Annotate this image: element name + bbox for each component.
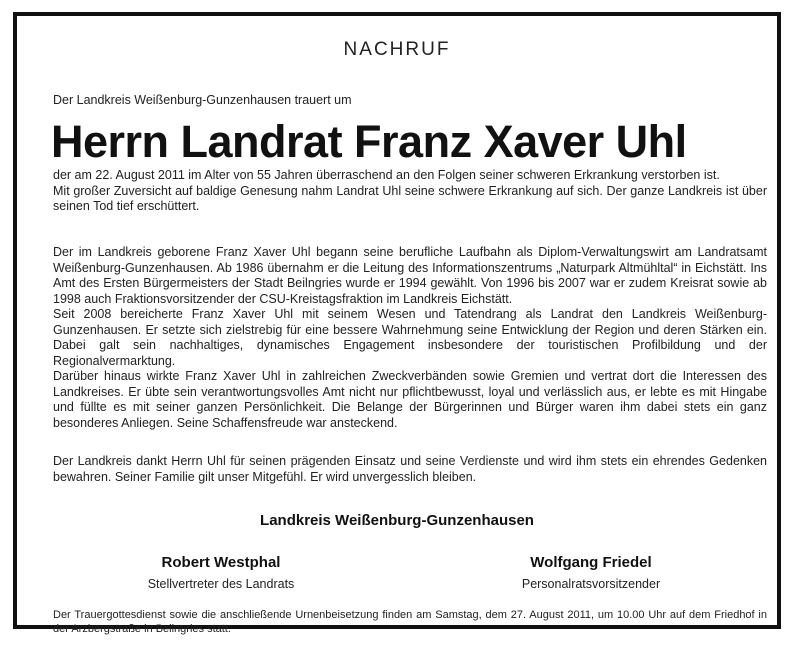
notice-heading: NACHRUF (343, 39, 451, 60)
body-block-3 (53, 454, 767, 485)
body-paragraph: Seit 2008 bereicherte Franz Xaver Uhl mit seinem Wesen und Tatendrang als Landrat den Landkreis Weißenburg-Gunzenhausen. Er setzte sich zielstrebig für eine bessere Wahrnehmung seine Entwicklung der Region und deren Stärken ein. Dabei galt sein nachhaltiges, dynamisches Engagement insbesondere der touristischen Profilbildung und der Regionalvermarktung. (53, 307, 767, 368)
body-paragraph: der am 22. August 2011 im Alter von 55 Jahren überraschend an den Folgen seiner schweren Erkrankung verstorben ist. (53, 168, 720, 182)
signatory-name: Robert Westphal (161, 554, 281, 571)
deceased-name: Herrn Landrat Franz Xaver Uhl (51, 116, 687, 167)
signatory-title: Personalratsvorsitzender (521, 577, 661, 591)
signatory-right (471, 554, 711, 591)
signatory-name: Wolfgang Friedel (530, 554, 652, 571)
body-paragraph: Der Landkreis dankt Herrn Uhl für seinen prägenden Einsatz und seine Verdienste und wird ihm stets ein ehrendes Gedenken bewahren. Seiner Familie gilt unser Mitgefühl. Er wird unvergesslich bleiben. (53, 454, 767, 484)
body-paragraph: Der im Landkreis geborene Franz Xaver Uhl begann seine berufliche Laufbahn als Diplom-Verwaltungswirt am Landratsamt Weißenburg-Gunzenhausen. Ab 1986 übernahm er die Leitung des Informationszentrums „Naturpark Altmühltal“ in Eichstätt. Ins Amt des Ersten Bürgermeisters der Stadt Beilngries wurde er 1994 gewählt. Von 1996 bis 2007 war er zudem Kreisrat sowie ab 1998 auch Fraktionsvorsitzender der CSU-Kreistagsfraktion im Landkreis Eichstätt. (53, 245, 767, 306)
obituary-notice (13, 12, 781, 635)
signatory-left (101, 554, 341, 591)
funeral-info: Der Trauergottesdienst sowie die anschließende Urnenbeisetzung finden am Samstag, dem 27. August 2011, um 10.00 Uhr auf dem Friedhof in der Arzbergstraße in Beilngries statt. (53, 609, 767, 635)
body-block-1 (53, 168, 767, 215)
body-paragraph: Darüber hinaus wirkte Franz Xaver Uhl in zahlreichen Zweckverbänden sowie Gremien und vertrat dort die Interessen des Landkreises. Er übte sein verantwortungsvolles Amt nicht nur pflichtbewusst, loyal und verlässlich aus, er lebte es mit Hingabe und füllte es mit seiner ganzen Persönlichkeit. Die Belange der Bürgerinnen und Bürger waren ihm dabei stets ein ganz besonderes Anliegen. Seine Schaffensfreude war ansteckend. (53, 369, 767, 430)
organization-signature: Landkreis Weißenburg-Gunzenhausen (260, 512, 534, 529)
signatory-title: Stellvertreter des Landrats (147, 577, 295, 591)
intro-line: Der Landkreis Weißenburg-Gunzenhausen trauert um (53, 93, 352, 107)
body-block-2 (53, 245, 767, 431)
body-paragraph: Mit großer Zuversicht auf baldige Genesung nahm Landrat Uhl seine schwere Erkrankung auf sich. Der ganze Landkreis ist über seinen Tod tief erschüttert. (53, 183, 767, 213)
